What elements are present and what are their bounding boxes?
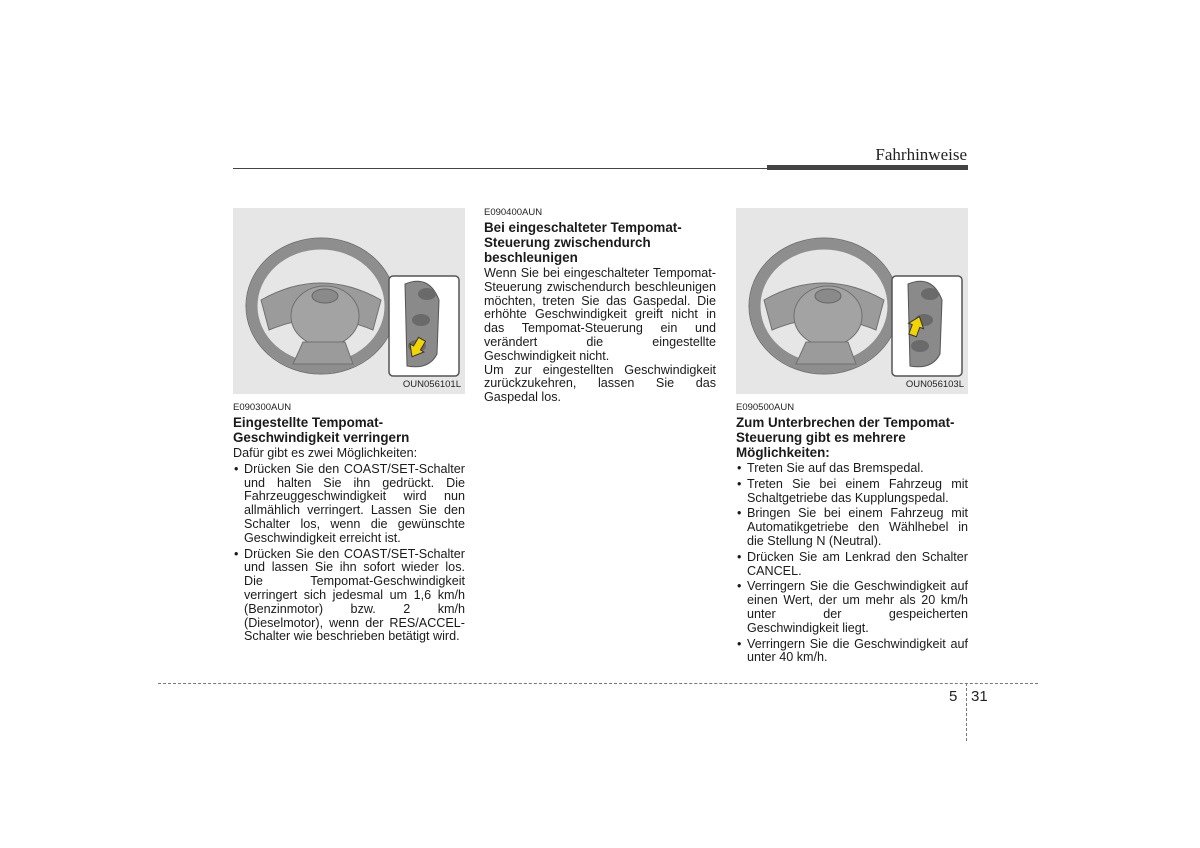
header-rule-accent (767, 165, 968, 170)
right-column (736, 208, 968, 667)
section-heading: Zum Unterbrechen der Tempomat-Steuerung gibt es mehrere Möglichkeiten: (736, 415, 955, 460)
list-item: • Treten Sie bei einem Fahrzeug mit Schaltgetriebe das Kupplungspedal. (736, 478, 968, 506)
left-column (233, 208, 465, 646)
steering-wheel-figure-left (233, 208, 465, 394)
section-heading: Bei eingeschalteter Tempomat-Steuerung zwischendurch beschleunigen (484, 220, 682, 265)
chapter-number: 5 (949, 688, 958, 705)
page-header-title: Fahrhinweise (875, 145, 967, 164)
list-item: • Drücken Sie den COAST/SET-Schalter und lassen Sie ihn sofort wieder los. Die Tempomat-Geschwindigkeit verringert sich jedesmal um 1,6 km/h (Benzinmotor) bzw. 2 km/h (Dieselmotor), wenn der RES/ACCEL-Schalter wie beschrieben betätigt wird. (233, 548, 465, 645)
section-code: E090400AUN (484, 207, 543, 218)
paragraph: Um zur eingestellten Geschwindigkeit zurückzukehren, lassen Sie das Gaspedal los. (484, 362, 716, 405)
section-intro: Dafür gibt es zwei Möglichkeiten: (233, 446, 418, 460)
steering-wheel-figure-right (736, 208, 968, 394)
middle-column (484, 207, 716, 405)
footer-dashed-rule (158, 683, 1038, 684)
bullet-list (233, 463, 465, 644)
figure-caption: OUN056103L (905, 379, 964, 391)
steering-wheel-illustration (233, 208, 465, 394)
list-item: • Treten Sie auf das Bremspedal. (736, 462, 968, 476)
section-code: E090300AUN (233, 402, 292, 413)
section-code: E090500AUN (736, 402, 795, 413)
bullet-list (736, 462, 968, 665)
steering-wheel-illustration (736, 208, 968, 394)
page-number: 31 (971, 688, 988, 705)
list-item: • Drücken Sie den COAST/SET-Schalter und halten Sie ihn gedrückt. Die Fahrzeuggeschwindigkeit wird nun allmählich verringert. Lassen Sie den Schalter los, wenn die gewünschte Geschwindigkeit erreicht ist. (233, 463, 465, 546)
footer-vertical-rule (966, 683, 967, 741)
header-rule (233, 168, 767, 169)
list-item: • Verringern Sie die Geschwindigkeit auf unter 40 km/h. (736, 638, 968, 666)
figure-caption: OUN056101L (402, 379, 461, 391)
section-heading: Eingestellte Tempomat-Geschwindigkeit verringern (233, 415, 410, 445)
list-item: • Bringen Sie bei einem Fahrzeug mit Automatikgetriebe den Wählhebel in die Stellung N (Neutral). (736, 507, 968, 548)
list-item: • Drücken Sie am Lenkrad den Schalter CANCEL. (736, 551, 968, 579)
paragraph: Wenn Sie bei eingeschalteter Tempomat-Steuerung zwischendurch beschleunigen möchten, treten Sie das Gaspedal. Die erhöhte Geschwindigkeit greift nicht in das Tempomat-Steuerung ein und verändert die eingestellte Geschwindigkeit nicht. (484, 266, 716, 363)
list-item: • Verringern Sie die Geschwindigkeit auf einen Wert, der um mehr als 20 km/h unter der gespeicherten Geschwindigkeit liegt. (736, 580, 968, 635)
